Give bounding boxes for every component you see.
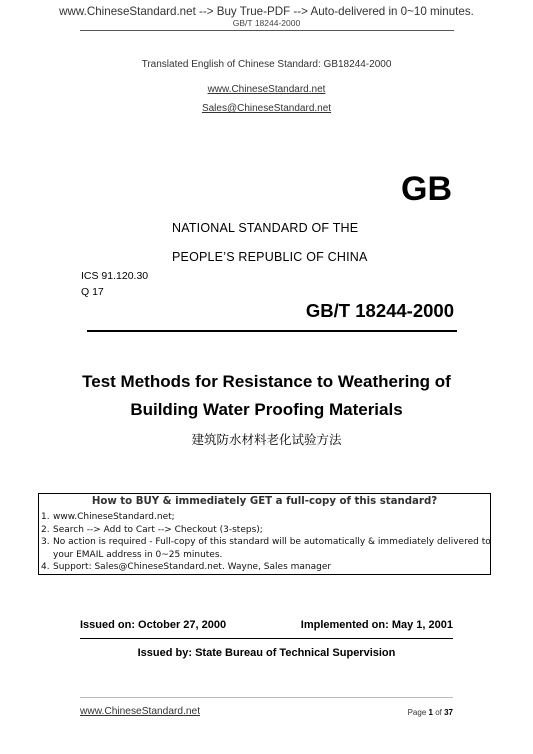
header-divider: [80, 30, 454, 31]
page-label: Page: [407, 708, 427, 717]
issue-divider: [80, 638, 453, 639]
translation-site-row: [0, 79, 533, 97]
buy-box-title: How to BUY & immediately GET a full-copy of this standard?: [91, 496, 438, 507]
header-banner: www.ChineseStandard.net --> Buy True-PDF --> Auto-delivered in 0~10 minutes.: [59, 5, 474, 18]
national-standard-line-1: NATIONAL STANDARD OF THE: [172, 221, 359, 235]
page-current: 1: [428, 708, 433, 717]
buy-step-3-text: No action is required - Full-copy of this standard will be automatically & immediately delivered to: [53, 537, 491, 547]
buy-step-2-text: Search --> Add to Cart --> Checkout (3-steps);: [53, 524, 263, 535]
national-standard-line-2: PEOPLE’S REPUBLIC OF CHINA: [172, 250, 368, 264]
translation-email-row: [0, 98, 533, 116]
standard-number: GB/T 18244-2000: [305, 300, 454, 321]
title-chinese: 建筑防水材料老化试验方法: [191, 432, 342, 447]
issued-on: Issued on: October 27, 2000: [80, 619, 227, 631]
footer-divider: [80, 697, 453, 698]
q-code: Q 17: [81, 286, 104, 298]
list-item: 4. Support: Sales@ChineseStandard.net. Wayne, Sales manager: [41, 562, 332, 572]
buy-step-3-continued: your EMAIL address in 0~25 minutes.: [53, 549, 223, 560]
page-of: of: [435, 708, 442, 717]
buy-info-box: [38, 493, 491, 575]
site-link[interactable]: www.ChineseStandard.net: [207, 84, 326, 95]
translation-line: Translated English of Chinese Standard: GB18244-2000: [141, 59, 392, 70]
buy-step-1-link[interactable]: www.ChineseStandard.net;: [53, 512, 175, 522]
list-item: 2. Search --> Add to Cart --> Checkout (3-steps);: [41, 524, 263, 535]
title-line-1: Test Methods for Resistance to Weathering of: [82, 372, 451, 391]
ics-code: ICS 91.120.30: [81, 270, 149, 282]
list-item: 1. www.ChineseStandard.net;: [41, 512, 175, 522]
footer-site-link[interactable]: www.ChineseStandard.net: [80, 706, 201, 717]
implemented-on: Implemented on: May 1, 2001: [300, 619, 453, 631]
buy-step-4-text: Support: Sales@ChineseStandard.net. Wayne, Sales manager: [53, 562, 332, 572]
page-total: 37: [444, 708, 453, 717]
title-divider: [87, 330, 457, 332]
issued-by: Issued by: State Bureau of Technical Supervision: [137, 647, 396, 659]
gb-mark: GB: [401, 170, 452, 208]
list-item-continued: [41, 549, 486, 562]
page-indicator: [408, 708, 453, 717]
title-line-2: Building Water Proofing Materials: [130, 400, 403, 419]
list-item: 3. No action is required - Full-copy of this standard will be automatically & immediately delivered to: [41, 537, 491, 547]
email-link[interactable]: Sales@ChineseStandard.net: [201, 103, 332, 114]
header-std-code: GB/T 18244-2000: [232, 18, 301, 28]
